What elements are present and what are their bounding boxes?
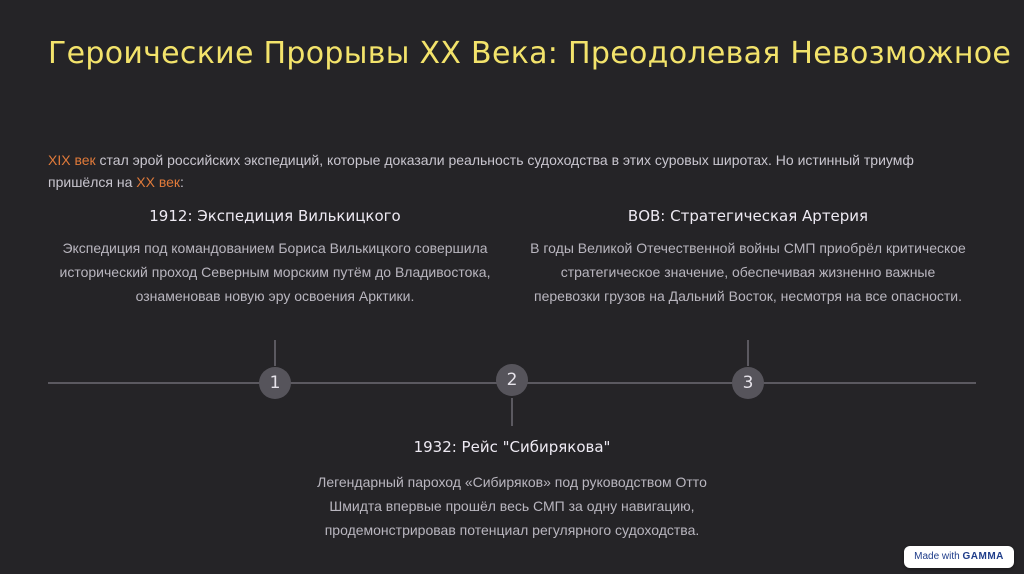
- timeline-node-1: 1: [259, 367, 291, 399]
- event-3-text: В годы Великой Отечественной войны СМП приобрёл критическое стратегическое значение, обеспечивая жизненно важные перевозки грузов на Дальний Восток, несмотря на все опасности.: [530, 240, 966, 304]
- highlight-xix-century: XIX век: [48, 152, 96, 168]
- event-2-title: 1932: Рейс "Сибирякова": [413, 438, 611, 456]
- timeline-connector-2: [511, 398, 513, 426]
- timeline-connector-3: [747, 340, 749, 366]
- intro-text-2: :: [180, 174, 184, 190]
- page-title: Героические Прорывы XX Века: Преодолевая Невозможное: [48, 36, 1012, 71]
- gamma-logo: GAMMA: [962, 551, 1004, 562]
- badge-prefix: Made with: [914, 551, 960, 562]
- event-1-title: 1912: Экспедиция Вилькицкого: [149, 207, 401, 225]
- timeline-node-3: 3: [732, 367, 764, 399]
- event-2-text: Легендарный пароход «Сибиряков» под руководством Отто Шмидта впервые прошёл весь СМП за одну навигацию, продемонстрировав потенциал регулярного судоходства.: [317, 474, 707, 538]
- made-with-gamma-badge[interactable]: [904, 546, 1014, 568]
- intro-text-1: стал эрой российских экспедиций, которые доказали реальность судоходства в этих суровых широтах. Но истинный триумф пришёлся на: [48, 152, 914, 190]
- timeline-node-2: 2: [496, 364, 528, 396]
- highlight-xx-century: XX век: [136, 174, 181, 190]
- event-3-title: ВОВ: Стратегическая Артерия: [627, 207, 869, 225]
- intro-paragraph: [48, 149, 978, 193]
- event-1-text: Экспедиция под командованием Бориса Вилькицкого совершила исторический проход Северным морским путём до Владивостока, ознаменовав новую эру освоения Арктики.: [59, 240, 491, 304]
- timeline-connector-1: [274, 340, 276, 366]
